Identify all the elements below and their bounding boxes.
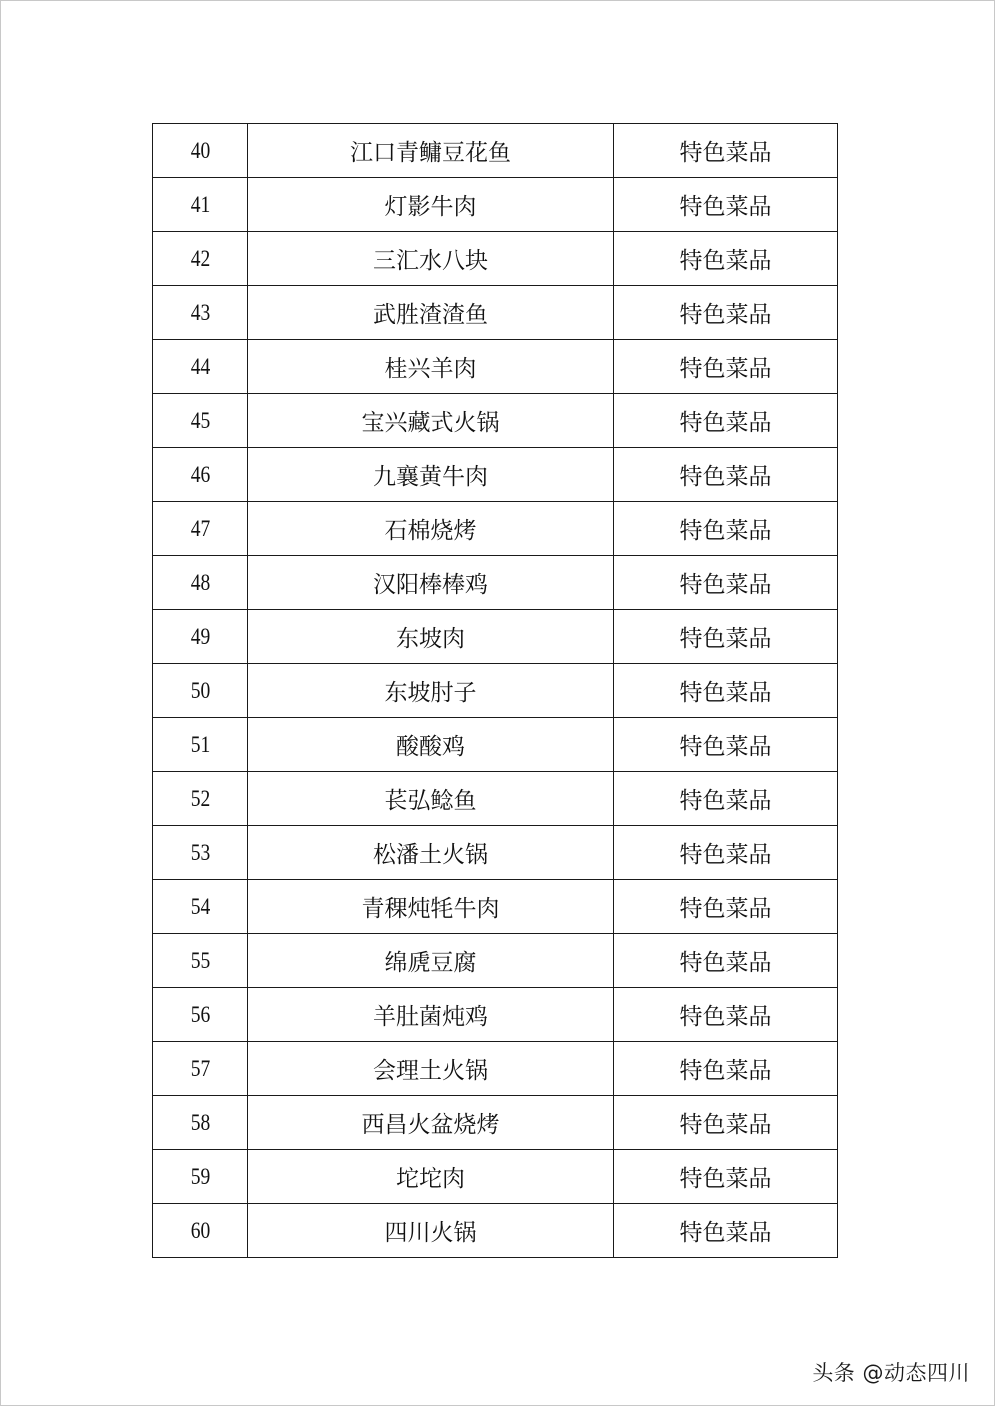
dish-name-cell: 武胜渣渣鱼 (248, 286, 614, 340)
table-row (153, 178, 838, 232)
table-row (153, 556, 838, 610)
dish-name-cell: 石棉烧烤 (248, 502, 614, 556)
row-number: 48 (190, 569, 210, 595)
row-number-cell (153, 178, 248, 232)
row-number-cell (153, 934, 248, 988)
row-number: 45 (190, 407, 210, 433)
row-number: 47 (190, 515, 210, 541)
table-row (153, 664, 838, 718)
table-row (153, 502, 838, 556)
dish-name-cell: 九襄黄牛肉 (248, 448, 614, 502)
row-number-cell (153, 286, 248, 340)
category-cell: 特色菜品 (614, 880, 838, 934)
table-row (153, 124, 838, 178)
row-number: 56 (190, 1001, 210, 1027)
row-number: 52 (190, 785, 210, 811)
row-number-cell (153, 556, 248, 610)
dish-name-cell: 三汇水八块 (248, 232, 614, 286)
row-number-cell (153, 610, 248, 664)
dish-name-cell: 酸酸鸡 (248, 718, 614, 772)
category-cell: 特色菜品 (614, 232, 838, 286)
table-row (153, 1042, 838, 1096)
row-number-cell (153, 340, 248, 394)
row-number: 41 (190, 191, 210, 217)
table-row (153, 988, 838, 1042)
category-cell: 特色菜品 (614, 502, 838, 556)
dish-name-cell: 会理土火锅 (248, 1042, 614, 1096)
table-row (153, 772, 838, 826)
dish-name-cell: 坨坨肉 (248, 1150, 614, 1204)
table-row (153, 232, 838, 286)
table-body (153, 124, 838, 1258)
category-cell: 特色菜品 (614, 1204, 838, 1258)
row-number: 50 (190, 677, 210, 703)
category-cell: 特色菜品 (614, 988, 838, 1042)
watermark: 头条 @动态四川 (812, 1361, 970, 1385)
category-cell: 特色菜品 (614, 286, 838, 340)
category-cell: 特色菜品 (614, 1042, 838, 1096)
table-row (153, 934, 838, 988)
row-number: 60 (190, 1217, 210, 1243)
category-cell: 特色菜品 (614, 1150, 838, 1204)
dish-name-cell: 苌弘鲶鱼 (248, 772, 614, 826)
category-cell: 特色菜品 (614, 448, 838, 502)
table-row (153, 610, 838, 664)
row-number: 40 (190, 137, 210, 163)
table-row (153, 1096, 838, 1150)
category-cell: 特色菜品 (614, 718, 838, 772)
row-number-cell (153, 1042, 248, 1096)
dish-name-cell: 汉阳棒棒鸡 (248, 556, 614, 610)
table-row (153, 1150, 838, 1204)
category-cell: 特色菜品 (614, 826, 838, 880)
table-row (153, 448, 838, 502)
dish-name-cell: 青稞炖牦牛肉 (248, 880, 614, 934)
row-number-cell (153, 394, 248, 448)
row-number-cell (153, 1150, 248, 1204)
table-row (153, 718, 838, 772)
row-number-cell (153, 1096, 248, 1150)
row-number: 46 (190, 461, 210, 487)
category-cell: 特色菜品 (614, 124, 838, 178)
row-number-cell (153, 1204, 248, 1258)
table-row (153, 880, 838, 934)
category-cell: 特色菜品 (614, 934, 838, 988)
dish-name-cell: 西昌火盆烧烤 (248, 1096, 614, 1150)
dish-name-cell: 东坡肉 (248, 610, 614, 664)
row-number-cell (153, 232, 248, 286)
row-number-cell (153, 826, 248, 880)
category-cell: 特色菜品 (614, 664, 838, 718)
category-cell: 特色菜品 (614, 394, 838, 448)
category-cell: 特色菜品 (614, 772, 838, 826)
row-number-cell (153, 502, 248, 556)
table-row (153, 340, 838, 394)
row-number-cell (153, 448, 248, 502)
dish-name-cell: 松潘土火锅 (248, 826, 614, 880)
dish-name-cell: 绵虒豆腐 (248, 934, 614, 988)
row-number-cell (153, 880, 248, 934)
dish-name-cell: 东坡肘子 (248, 664, 614, 718)
dish-name-cell: 四川火锅 (248, 1204, 614, 1258)
row-number: 42 (190, 245, 210, 271)
row-number: 54 (190, 893, 210, 919)
category-cell: 特色菜品 (614, 1096, 838, 1150)
row-number: 51 (190, 731, 210, 757)
category-cell: 特色菜品 (614, 556, 838, 610)
row-number: 53 (190, 839, 210, 865)
row-number-cell (153, 772, 248, 826)
row-number-cell (153, 988, 248, 1042)
dish-name-cell: 羊肚菌炖鸡 (248, 988, 614, 1042)
row-number-cell (153, 124, 248, 178)
table-row (153, 394, 838, 448)
row-number: 44 (190, 353, 210, 379)
row-number: 57 (190, 1055, 210, 1081)
row-number: 49 (190, 623, 210, 649)
table-row (153, 1204, 838, 1258)
row-number-cell (153, 664, 248, 718)
table-row (153, 286, 838, 340)
dish-name-cell: 桂兴羊肉 (248, 340, 614, 394)
row-number-cell (153, 718, 248, 772)
row-number: 55 (190, 947, 210, 973)
category-cell: 特色菜品 (614, 610, 838, 664)
dish-name-cell: 灯影牛肉 (248, 178, 614, 232)
dish-table (152, 123, 838, 1258)
category-cell: 特色菜品 (614, 178, 838, 232)
row-number: 59 (190, 1163, 210, 1189)
dish-name-cell: 宝兴藏式火锅 (248, 394, 614, 448)
table-row (153, 826, 838, 880)
dish-name-cell: 江口青鳙豆花鱼 (248, 124, 614, 178)
row-number: 43 (190, 299, 210, 325)
row-number: 58 (190, 1109, 210, 1135)
category-cell: 特色菜品 (614, 340, 838, 394)
